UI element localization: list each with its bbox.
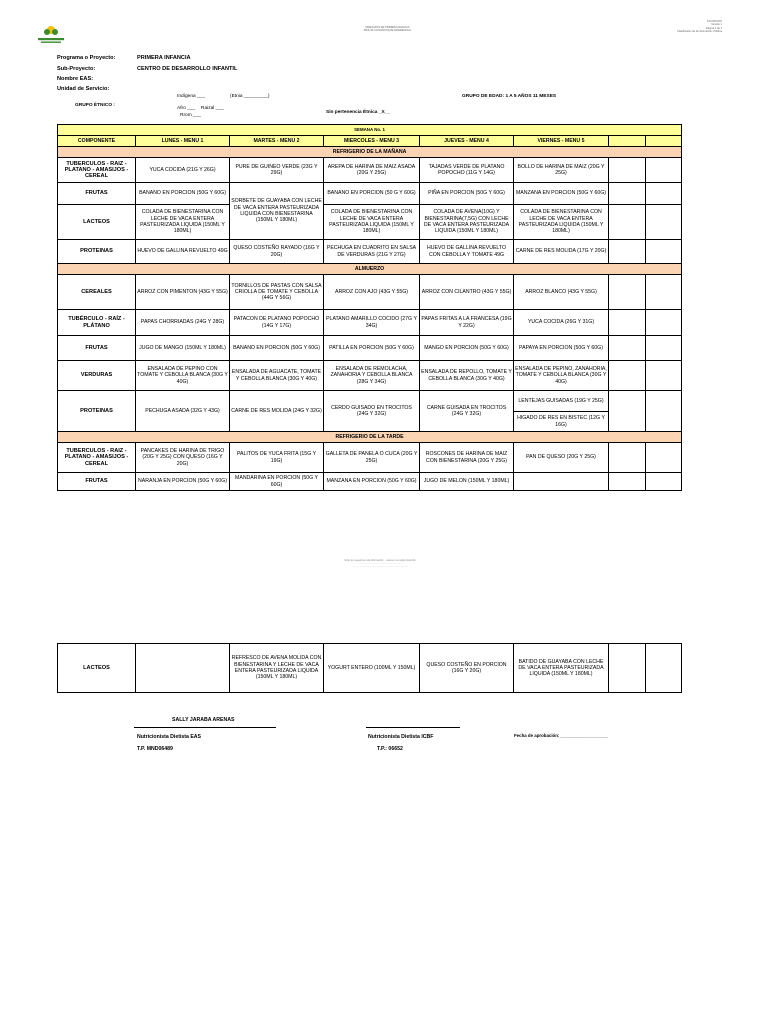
menu-cell: ARROZ BLANCO (43G Y 55G) [514, 275, 609, 310]
menu-cell: MANGO EN PORCION (50G Y 60G) [420, 336, 514, 361]
empty-cell [646, 336, 682, 361]
empty-cell [646, 644, 682, 693]
table-row [58, 443, 682, 473]
row-label: VERDURAS [58, 361, 136, 391]
table-row [58, 158, 682, 183]
empty-cell [646, 240, 682, 264]
menu-cell: PIÑA EN PORCION (50G Y 60G) [420, 183, 514, 205]
empty-cell [609, 310, 646, 336]
empty-cell [609, 336, 646, 361]
menu-cell: HUEVO DE GALLINA REVUELTO 49G [136, 240, 230, 264]
row-label: LACTEOS [58, 205, 136, 240]
menu-cell: COLADA DE BIENESTARINA CON LECHE DE VACA ENTERA PASTEURIZADA LIQUIDA (150ML Y 180ML) [514, 205, 609, 240]
note-line: Nota: de requerirse más información, ...anexa en el anglo preferido [344, 559, 416, 562]
unidad-servicio-label: Unidad de Servicio: [57, 86, 110, 92]
note-line: ................................................................... [357, 562, 403, 565]
menu-cell: CARNE DE RES MOLIDA (24G Y 32G) [230, 391, 324, 432]
header-right-line: Página 1 de 1 [705, 26, 722, 30]
day-header: JUEVES - MENU 4 [420, 136, 514, 147]
table-row [58, 183, 682, 205]
menu-cell: PAN DE QUESO (20G Y 25G) [514, 443, 609, 473]
menu-cell: NARANJA EN PORCION (50G Y 60G) [136, 473, 230, 491]
empty-cell [646, 391, 682, 432]
menu-cell: BANANO EN PORCION (50 G Y 60G) [324, 183, 420, 205]
sin-pertenencia-field: Sin pertenencia Étnica _X__ [326, 110, 390, 115]
menu-cell: MANZANA EN PORCION (50G Y 60G) [324, 473, 420, 491]
menu-cell: PATILLA EN PORCION (50G Y 60G) [324, 336, 420, 361]
empty-cell [646, 183, 682, 205]
empty-cell [646, 473, 682, 491]
menu-cell: QUESO COSTEÑO RAYADO (16G Y 20G) [230, 240, 324, 264]
blank-header [646, 136, 682, 147]
menu-cell: ENSALADA DE PEPINO CON TOMATE Y CEBOLLA BLANCA (30G Y 40G) [136, 361, 230, 391]
day-header: MARTES - MENU 2 [230, 136, 324, 147]
table-row [58, 336, 682, 361]
row-label: FRUTAS [58, 473, 136, 491]
nutricionista-icbf-role: Nutricionista Dietista ICBF [368, 734, 434, 740]
menu-cell: PALITOS DE YUCA FRITA (15G Y 19G) [230, 443, 324, 473]
empty-cell [646, 361, 682, 391]
grupo-etnico-label: GRUPO ÉTNICO : [75, 103, 115, 108]
fecha-aprobacion: Fecha de aprobación:____________________ [514, 733, 609, 738]
empty-cell [609, 391, 646, 432]
nutricionista-eas-name: SALLY JARABA ARENAS [172, 717, 235, 723]
menu-cell: QUESO COSTEÑO EN PORCION (16G Y 20G) [420, 644, 514, 693]
menu-cell: PAPAYA EN PORCION (50G Y 60G) [514, 336, 609, 361]
nutricionista-icbf-tp: T.P.: 06652 [377, 746, 403, 752]
menu-cell: PLATANO AMARILLO COCIDO (27G Y 34G) [324, 310, 420, 336]
menu-cell: ARROZ CON CILANTRO (43G Y 55G) [420, 275, 514, 310]
menu-cell: YUCA COCIDA (21G Y 26G) [136, 158, 230, 183]
programa-value: PRIMERA INFANCIA [137, 55, 191, 61]
menu-cell: TORNILLOS DE PASTAS CON SALSA CRIOLLA DE TOMATE Y CEBOLLA (44G Y 56G) [230, 275, 324, 310]
menu-cell: ENSALADA DE AGUACATE, TOMATE Y CEBOLLA BLANCA (30G Y 40G) [230, 361, 324, 391]
header-right [672, 20, 722, 34]
menu-cell: BOLLO DE HARINA DE MAIZ (20G Y 25G) [514, 158, 609, 183]
menu-cell: PAPAS FRITAS A LA FRANCESA (19G Y 22G) [420, 310, 514, 336]
componente-header: COMPONENTE [58, 136, 136, 147]
table-row [58, 361, 682, 391]
menu-cell: MANDARINA EN PORCION (50G Y 60G) [230, 473, 324, 491]
blank-header [609, 136, 646, 147]
menu-cell: ENSALADA DE PEPINO, ZANAHORIA, TOMATE Y CEBOLLA BLANCA (30G Y 40G) [514, 361, 609, 391]
menu-cell: GALLETA DE PANELA O CUCA (20G Y 25G) [324, 443, 420, 473]
lacteos-tarde-table [57, 643, 682, 693]
menu-cell: COLADA DE BIENESTARINA CON LECHE DE VACA ENTERA PASTEURIZADA LIQUIDA (150ML Y 180ML) [324, 205, 420, 240]
row-label: PROTEINAS [58, 391, 136, 432]
table-row [58, 644, 682, 693]
table-row [58, 473, 682, 491]
empty-cell [646, 205, 682, 240]
empty-cell [609, 158, 646, 183]
menu-cell: JUGO DE MANGO (150ML Y 180ML) [136, 336, 230, 361]
header-right-line: F23.MO4.PP [707, 20, 722, 23]
header-center [300, 26, 475, 33]
menu-cell: YOGURT ENTERO (100ML Y 150ML) [324, 644, 420, 693]
menu-cell: TAJADAS VERDE DE PLATANO POPOCHO (11G Y 14G) [420, 158, 514, 183]
day-header: VIERNES - MENU 5 [514, 136, 609, 147]
empty-cell [646, 275, 682, 310]
row-label: TUBÉRCULO - RAÍZ - PLÁTANO [58, 310, 136, 336]
menu-cell: CARNE DE RES MOLIDA (17G Y 20G) [514, 240, 609, 264]
empty-cell [609, 361, 646, 391]
menu-cell: COLADA DE AVENA(10G) Y BIENESTARINA(7,5G) CON LECHE DE VACA ENTERA PASTEURIZADA LIQUIDA (150ML Y 180ML) [420, 205, 514, 240]
table-row [58, 391, 682, 412]
menu-cell: BANANO EN PORCION (50G Y 60G) [136, 183, 230, 205]
menu-cell: HUEVO DE GALLINA REVUELTO CON CEBOLLA Y TOMATE 49G [420, 240, 514, 264]
empty-cell [609, 644, 646, 693]
signature-line-eas [134, 727, 276, 728]
empty-cell [609, 473, 646, 491]
semana-header: SEMANA No. 1 [58, 125, 682, 136]
indigena-field: Indígena ___ [177, 94, 206, 99]
nutricionista-eas-role: Nutricionista Dietista EAS [137, 734, 201, 740]
section-almuerzo: ALMUERZO [58, 264, 682, 275]
menu-cell: PATACON DE PLATANO POPOCHO (14G Y 17G) [230, 310, 324, 336]
menu-cell: PECHUGA EN CUADRITO EN SALSA DE VERDURAS (21G Y 27G) [324, 240, 420, 264]
raizal-field: Raizal ___ [201, 106, 224, 111]
table-row [58, 310, 682, 336]
row-label: TUBERCULOS - RAIZ - PLATANO - AMASIJOS - CEREAL [58, 158, 136, 183]
menu-cell: AREPA DE HARINA DE MAIZ ASADA (20G Y 25G) [324, 158, 420, 183]
empty-cell [609, 205, 646, 240]
header-right-line: Versión 1 [711, 23, 722, 27]
day-header: LUNES - MENU 1 [136, 136, 230, 147]
section-refrigerio-tarde: REFRIGERIO DE LA TARDE [58, 432, 682, 443]
menu-cell: PECHUGA ASADA (32G Y 43G) [136, 391, 230, 432]
empty-cell [136, 644, 230, 693]
day-header: MIERCOLES - MENU 3 [324, 136, 420, 147]
rrom-field: Rrom ___ [180, 113, 202, 118]
days-header-row [58, 136, 682, 147]
menu-cell: BANANO EN PORCION (50G Y 60G) [230, 336, 324, 361]
header-center-line: DIRECCIÓN DE PRIMERA INFANCIA [365, 26, 410, 29]
empty-cell [609, 275, 646, 310]
empty-cell [646, 443, 682, 473]
empty-cell [646, 310, 682, 336]
table-row [58, 205, 682, 240]
row-label: CEREALES [58, 275, 136, 310]
menu-cell: YUCA COCIDA (26G Y 31G) [514, 310, 609, 336]
menu-cell: PURE DE GUINEO VERDE (23G Y 29G) [230, 158, 324, 183]
menu-cell: HIGADO DE RES EN BISTEC (12G Y 16G) [514, 412, 609, 432]
menu-cell: MANZANA EN PORCION (50G Y 60G) [514, 183, 609, 205]
row-label: FRUTAS [58, 183, 136, 205]
menu-cell: JUGO DE MELON (150ML Y 180ML) [420, 473, 514, 491]
empty-cell [609, 240, 646, 264]
menu-cell: ARROZ CON PIMENTON (43G Y 55G) [136, 275, 230, 310]
empty-cell [514, 473, 609, 491]
nutricionista-eas-tp: T.P. MND06489 [137, 746, 173, 752]
header-center-line: MINUTA CON ENFOQUE DIFERENCIAL [363, 29, 412, 33]
menu-cell: ENSALADA DE REMOLACHA, ZANAHORIA Y CEBOLLA BLANCA (28G Y 34G) [324, 361, 420, 391]
nombre-eas-label: Nombre EAS: [57, 76, 94, 82]
empty-cell [609, 443, 646, 473]
menu-cell: REFRESCO DE AVENA MOLIDA CON BIENESTARINA Y LECHE DE VACA ENTERA PASTEURIZADA LIQUIDA (150ML Y 180ML) [230, 644, 324, 693]
etnia-field: (Etnia _________) [230, 94, 270, 99]
programa-label: Programa o Proyecto: [57, 55, 116, 61]
page-note [320, 559, 440, 568]
row-label: LACTEOS [58, 644, 136, 693]
menu-cell: COLADA DE BIENESTARINA CON LECHE DE VACA ENTERA PASTEURIZADA LIQUIDA (150ML Y 180ML) [136, 205, 230, 240]
subproyecto-value: CENTRO DE DESARROLLO INFANTIL [137, 66, 238, 72]
menu-cell: PANCAKES DE HARINA DE TRIGO (20G Y 25G) CON QUESO (16G Y 20G) [136, 443, 230, 473]
row-label: TUBERCULOS - RAIZ - PLATANO - AMASIJOS - CEREAL [58, 443, 136, 473]
icbf-logo [34, 24, 68, 46]
empty-cell [646, 158, 682, 183]
menu-cell: SORBETE DE GUAYABA CON LECHE DE VACA ENTERA PASTEURIZADA LIQUIDA CON BIENESTARINA (150ML Y 180ML) [230, 183, 324, 240]
menu-cell: CERDO GUISADO EN TROCITOS (24G Y 32G) [324, 391, 420, 432]
menu-cell: LENTEJAS GUISADAS (19G Y 25G) [514, 391, 609, 412]
menu-cell: ENSALADA DE REPOLLO, TOMATE Y CEBOLLA BLANCA (30G Y 40G) [420, 361, 514, 391]
menu-cell: CARNE GUISADA EN TROCITOS (24G Y 32G) [420, 391, 514, 432]
menu-table [57, 124, 682, 491]
row-label: PROTEINAS [58, 240, 136, 264]
table-row [58, 240, 682, 264]
signature-line-icbf [366, 727, 460, 728]
header-right-line: Clasificación de la información: Pública [677, 30, 722, 34]
menu-cell: PAPAS CHORRIADAS (24G Y 28G) [136, 310, 230, 336]
menu-cell: ROSCONES DE HARINA DE MAIZ CON BIENESTARINA (20G Y 25G) [420, 443, 514, 473]
row-label: FRUTAS [58, 336, 136, 361]
empty-cell [609, 183, 646, 205]
menu-cell: BATIDO DE GUAYABA CON LECHE DE VACA ENTERA PASTEURIZADA LIQUIDA (150ML Y 180ML) [514, 644, 609, 693]
subproyecto-label: Sub-Proyecto: [57, 66, 96, 72]
table-row [58, 275, 682, 310]
note-line: ................................................................................... [352, 565, 408, 568]
grupo-edad: GRUPO DE EDAD: 1 A 5 AÑOS 11 MESES [462, 94, 557, 99]
menu-cell: ARROZ CON AJO (43G Y 55G) [324, 275, 420, 310]
section-refrigerio-manana: REFRIGERIO DE LA MAÑANA [58, 147, 682, 158]
afro-field: Afro ___ [177, 106, 196, 111]
